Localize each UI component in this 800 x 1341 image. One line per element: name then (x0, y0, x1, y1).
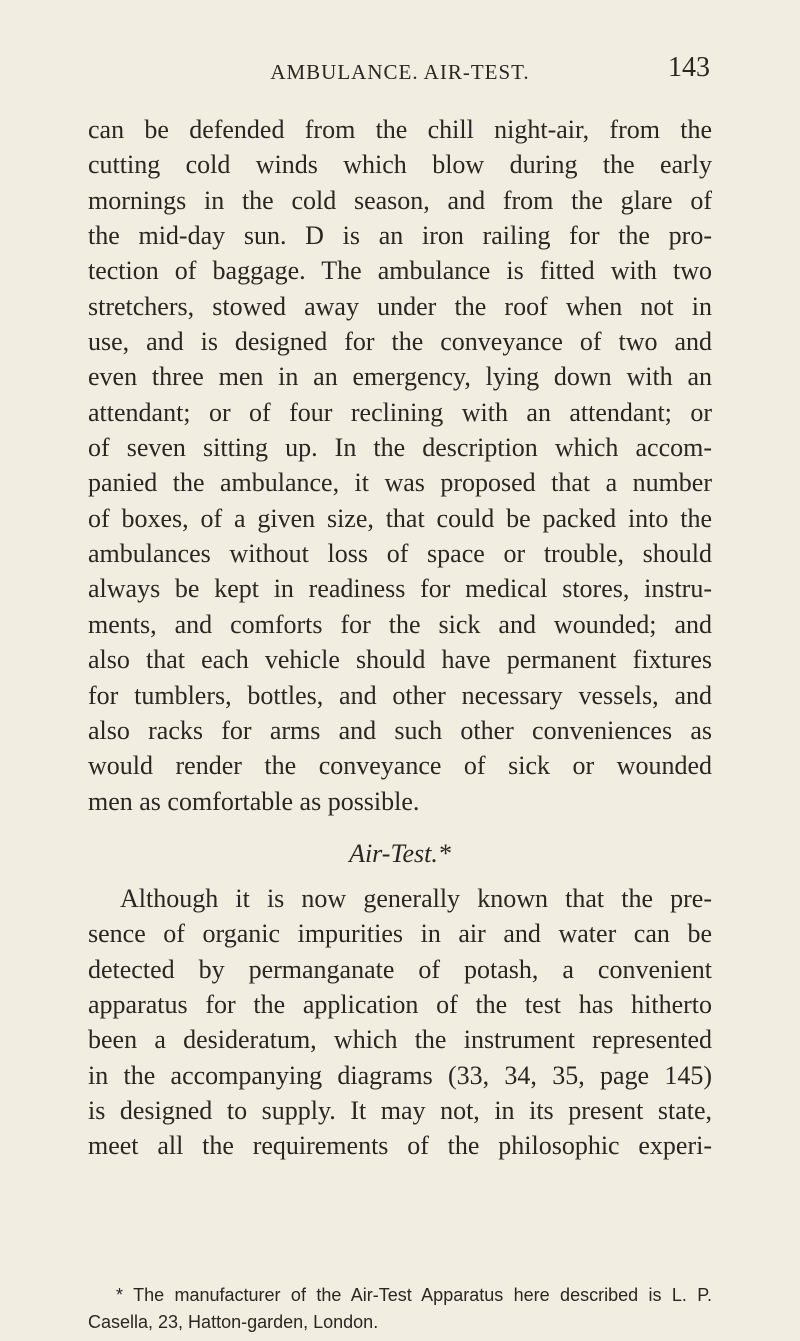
text-line: panied the ambulance, it was proposed that a number (88, 468, 712, 498)
running-head: AMBULANCE. AIR-TEST. (270, 60, 530, 84)
text-line: been a desideratum, which the instrument represented (88, 1025, 712, 1055)
footnote (88, 1282, 712, 1336)
text-line: even three men in an emergency, lying down with an (88, 362, 712, 392)
text-line: always be kept in readiness for medical stores, instru- (88, 574, 712, 604)
text-line: Although it is now generally known that the pre- (120, 883, 712, 913)
text-line: apparatus for the application of the test has hitherto (88, 989, 712, 1019)
text-line: also that each vehicle should have permanent fixtures (88, 645, 712, 675)
text-line: ments, and comforts for the sick and wounded; and (88, 609, 712, 639)
section-heading: Air-Test.* (349, 838, 451, 868)
text-line: sence of organic impurities in air and water can be (88, 919, 712, 949)
text-line: of seven sitting up. In the description which accom- (88, 433, 712, 463)
page-header (90, 52, 710, 92)
body-text (88, 112, 712, 1164)
paragraph-air-test (88, 881, 712, 1164)
text-line: detected by permanganate of potash, a convenient (88, 954, 712, 984)
text-line: can be defended from the chill night-air, from the (88, 115, 712, 144)
text-line: use, and is designed for the conveyance of two and (88, 327, 712, 357)
text-line: in the accompanying diagrams (33, 34, 35, page 145) (88, 1060, 712, 1090)
text-line: meet all the requirements of the philosophic experi- (88, 1131, 712, 1161)
footnote-line: Casella, 23, Hatton-garden, London. (88, 1312, 379, 1332)
text-line: would render the conveyance of sick or wounded (88, 751, 712, 781)
text-line: stretchers, stowed away under the roof when not in (88, 291, 712, 321)
text-line: is designed to supply. It may not, in its present state, (88, 1095, 712, 1125)
page-number: 143 (668, 52, 710, 83)
text-line: also racks for arms and such other conveniences as (88, 715, 712, 745)
text-line: ambulances without loss of space or trouble, should (88, 539, 712, 569)
text-line: cutting cold winds which blow during the early (88, 150, 712, 180)
text-line: men as comfortable as possible. (88, 786, 420, 816)
paragraph-ambulance (88, 112, 712, 819)
footnote-line: * The manufacturer of the Air-Test Apparatus here described is L. P. (116, 1285, 712, 1305)
text-line: of boxes, of a given size, that could be packed into the (88, 503, 712, 533)
text-line: tection of baggage. The ambulance is fitted with two (88, 256, 712, 286)
text-line: attendant; or of four reclining with an attendant; or (88, 397, 712, 427)
text-line: mornings in the cold season, and from the glare of (88, 185, 712, 215)
text-line: the mid-day sun. D is an iron railing for the pro- (88, 221, 712, 251)
text-line: for tumblers, bottles, and other necessary vessels, and (88, 680, 712, 710)
